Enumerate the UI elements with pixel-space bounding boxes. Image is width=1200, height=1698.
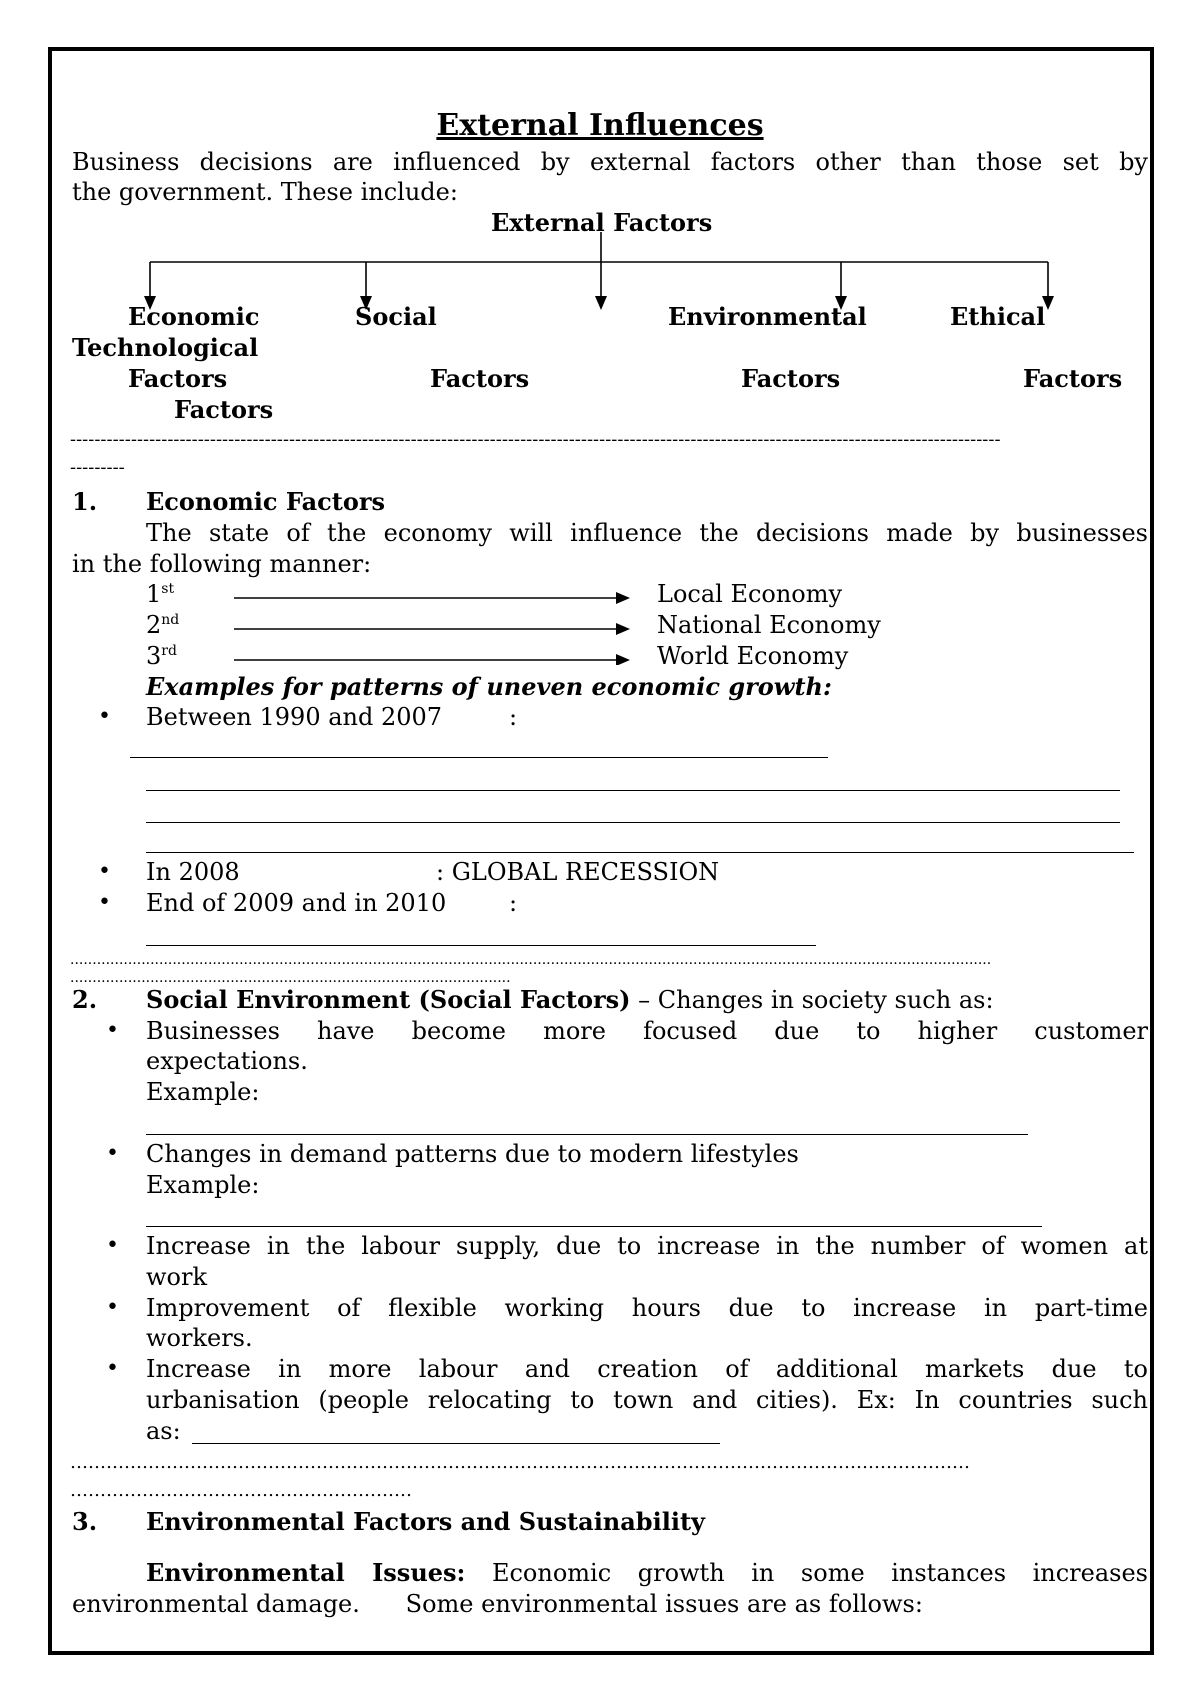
order-3-suffix: rd — [161, 643, 177, 659]
bullet-icon: • — [106, 1356, 119, 1381]
diagram-economic: Economic — [128, 302, 260, 331]
diagram-social: Social — [355, 302, 437, 331]
env-issues-text: Economic growth in some instances increases — [465, 1559, 1148, 1587]
intro-line-1: Business decisions are influenced by external factors other than those set by — [72, 148, 1148, 176]
social-bullet-1-line-1: Businesses have become more focused due to higher customer — [146, 1017, 1148, 1045]
answer-blank-4[interactable] — [146, 852, 1134, 853]
social-bullet-2: Changes in demand patterns due to modern lifestyles — [146, 1140, 799, 1168]
section1-heading: Economic Factors — [146, 487, 385, 516]
diagram-ethical: Ethical — [950, 302, 1046, 331]
bullet-icon: • — [106, 1295, 119, 1320]
bullet-2009-2010: End of 2009 and in 2010 — [146, 889, 447, 917]
bullet-2008-value: : GLOBAL RECESSION — [436, 858, 720, 886]
social-bullet-3-line-1: Increase in the labour supply, due to increase in the number of women at — [146, 1232, 1148, 1260]
bullet-icon: • — [106, 1233, 119, 1258]
section2-heading-line — [146, 985, 994, 1015]
bullet-2008: In 2008 — [146, 858, 240, 886]
order-1-label: Local Economy — [657, 580, 843, 608]
dotted-separator-1-tail: ................................................................................................... — [70, 970, 511, 986]
section2-heading: Social Environment (Social Factors) — [146, 985, 631, 1014]
env-issues-label: Environmental Issues: — [146, 1558, 466, 1587]
dotted-separator-2: …………………………………………………………………………………………………………………………………… — [70, 1452, 970, 1473]
tree-diagram-lines — [0, 0, 1200, 330]
bullet-1990-2007: Between 1990 and 2007 — [146, 703, 443, 731]
section1-para-line-2: in the following manner: — [72, 550, 372, 578]
order-2-suffix: nd — [161, 612, 180, 628]
social-bullet-1-line-2: expectations. — [146, 1047, 308, 1075]
order-1-suffix: st — [161, 581, 175, 597]
answer-blank-1[interactable] — [130, 757, 828, 758]
answer-blank-6[interactable] — [146, 1134, 1028, 1135]
page-title: External Influences — [436, 108, 764, 143]
order-arrow-3-head — [616, 654, 630, 665]
dashed-separator-tail: --------- — [70, 457, 125, 478]
bullet-icon: • — [98, 704, 111, 729]
social-bullet-4-line-1: Improvement of flexible working hours due to increase in part-time — [146, 1294, 1148, 1322]
bullet-1990-2007-colon: : — [509, 703, 518, 731]
diagram-technological: Technological — [72, 333, 259, 362]
order-arrow-1-head — [616, 592, 630, 604]
dotted-separator-1: ............................................................................................................................................................................................................... — [70, 952, 992, 968]
order-1 — [146, 579, 174, 609]
answer-blank-8[interactable] — [192, 1443, 720, 1444]
social-bullet-3-line-2: work — [146, 1263, 208, 1291]
order-1-num: 1 — [146, 580, 162, 608]
diagram-ethical-factors: Factors — [1023, 364, 1123, 393]
bullet-icon: • — [98, 859, 111, 884]
diagram-root-label: External Factors — [491, 208, 713, 237]
env-issues-line-2: environmental damage. Some environmental issues are as follows: — [72, 1590, 923, 1618]
answer-blank-7[interactable] — [146, 1226, 1042, 1227]
diagram-social-factors: Factors — [430, 364, 530, 393]
dotted-separator-2-tail: ………………………………………………… — [70, 1480, 412, 1501]
diagram-environmental-factors: Factors — [741, 364, 841, 393]
social-bullet-5-line-3: as: — [146, 1417, 181, 1445]
order-arrows — [230, 585, 640, 665]
diagram-environmental: Environmental — [668, 302, 867, 331]
section3-heading: Environmental Factors and Sustainability — [146, 1507, 705, 1536]
env-issues-line-1 — [146, 1558, 1148, 1588]
social-bullet-5-line-1: Increase in more labour and creation of additional markets due to — [146, 1355, 1148, 1383]
order-3-label: World Economy — [657, 642, 849, 670]
answer-blank-5[interactable] — [146, 945, 816, 946]
diagram-technological-factors: Factors — [174, 395, 274, 424]
arrow-technological — [595, 296, 607, 310]
section2-heading-rest: – Changes in society such as: — [630, 986, 994, 1014]
social-example-label-1: Example: — [146, 1078, 260, 1106]
social-bullet-5-line-2: urbanisation (people relocating to town and cities). Ex: In countries such — [146, 1386, 1148, 1414]
social-example-label-2: Example: — [146, 1171, 260, 1199]
order-2-label: National Economy — [657, 611, 881, 639]
order-arrow-2-head — [616, 623, 630, 635]
order-3 — [146, 641, 177, 671]
section3-number: 3. — [72, 1507, 98, 1536]
diagram-economic-factors: Factors — [128, 364, 228, 393]
intro-line-2: the government. These include: — [72, 178, 458, 206]
section1-para-line-1: The state of the economy will influence the decisions made by businesses — [146, 519, 1148, 547]
dashed-separator: --------------------------------------------------------------------------------------------------------------------------------------------------------- — [70, 430, 1001, 450]
bullet-icon: • — [106, 1141, 119, 1166]
bullet-icon: • — [98, 890, 111, 915]
bullet-icon: • — [106, 1018, 119, 1043]
answer-blank-3[interactable] — [146, 822, 1120, 823]
answer-blank-2[interactable] — [146, 790, 1120, 791]
bullet-2009-2010-colon: : — [509, 889, 518, 917]
examples-heading: Examples for patterns of uneven economic growth: — [146, 672, 832, 701]
order-3-num: 3 — [146, 642, 162, 670]
section1-number: 1. — [72, 487, 98, 516]
social-bullet-4-line-2: workers. — [146, 1324, 253, 1352]
section2-number: 2. — [72, 985, 98, 1014]
order-2-num: 2 — [146, 611, 162, 639]
order-2 — [146, 610, 179, 640]
